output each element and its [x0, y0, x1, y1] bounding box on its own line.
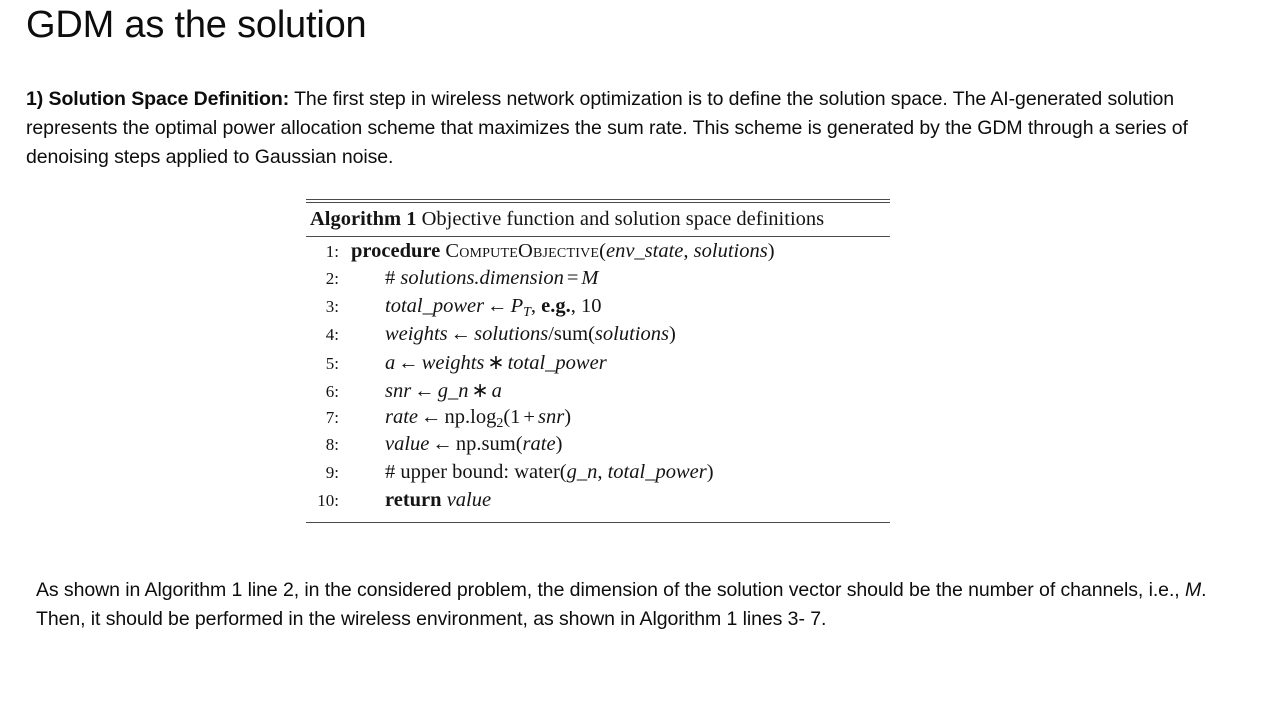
line-code: procedure ComputeObjective(env_state, solutions) — [351, 239, 775, 262]
algorithm-line — [306, 295, 890, 323]
line-number: 7: — [325, 407, 339, 427]
algorithm-line — [306, 267, 890, 295]
algorithm-line — [306, 406, 890, 434]
line-code: weights ← solutions/sum(solutions) — [385, 322, 676, 345]
line-number: 5: — [325, 354, 339, 374]
algorithm-line — [306, 323, 890, 351]
line-number: 9: — [325, 463, 339, 482]
line-code: rate ← $np.\log_2(1 + snr)$ — [385, 405, 572, 431]
algorithm-label: Algorithm 1 — [310, 207, 417, 230]
algorithm-line — [306, 461, 890, 489]
algorithm-line — [306, 433, 890, 461]
closing-paragraph — [36, 576, 1226, 635]
algorithm-line — [306, 350, 890, 378]
algorithm-line — [306, 378, 890, 406]
line-code: a ← weights ∗ total_power — [385, 352, 607, 375]
page-title: GDM as the solution — [26, 4, 367, 46]
algorithm-block — [306, 199, 890, 523]
line-code: return value — [385, 488, 492, 511]
intro-body-text: The first step in wireless network optimization is to define the solution space. The AI-generated solution represents the optimal power allocation scheme that maximizes the sum rate. This scheme is generated by the GDM through a series of denoising steps applied to Gaussian noise. — [26, 87, 1188, 169]
line-number: 1: — [325, 241, 339, 261]
intro-paragraph — [26, 85, 1233, 173]
algorithm-body — [306, 237, 890, 523]
line-code: snr ← g_n ∗ a — [385, 379, 502, 402]
line-number: 8: — [325, 435, 339, 455]
line-code: total_power ← $P_T$, e.g., 10 — [385, 294, 602, 320]
line-number: 2: — [325, 269, 339, 289]
closing-text-part1: As shown in Algorithm 1 line 2, in the considered problem, the dimension of the solution vector should be the number of channels, i.e., — [36, 578, 1185, 601]
closing-emphasis: M — [1184, 578, 1202, 601]
intro-lead-label: 1) Solution Space Definition: — [26, 87, 290, 110]
line-number: 10: — [317, 490, 339, 510]
line-code: # upper bound: water(g_n, total_power) — [385, 461, 714, 483]
line-number: 6: — [325, 381, 339, 401]
closing-text-part2: . Then, it should be performed in the wireless environment, as shown in Algorithm 1 lines 3- 7. — [36, 578, 1207, 630]
line-code: # solutions.dimension = M — [385, 267, 599, 290]
algorithm-caption — [306, 203, 890, 236]
line-number: 3: — [325, 296, 339, 316]
line-code: value ← np.sum(rate) — [385, 433, 563, 456]
algorithm-caption-text: Objective function and solution space definitions — [416, 207, 825, 230]
algorithm-line — [306, 489, 890, 517]
algorithm-line — [306, 240, 890, 268]
line-number: 4: — [325, 324, 339, 344]
algorithm-bottom-rule — [306, 522, 890, 523]
